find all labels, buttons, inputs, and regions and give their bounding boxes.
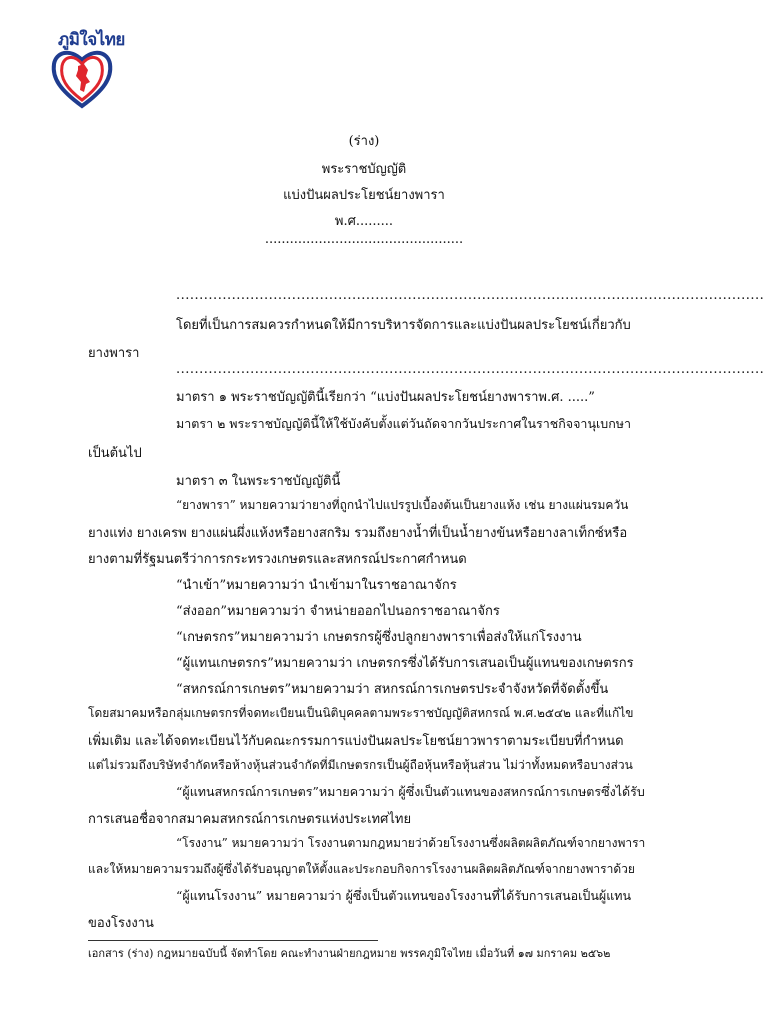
- definition-line: และให้หมายความรวมถึงผู้ซึ่งได้รับอนุญาตให้ตั้งและประกอบกิจการโรงงานผลิตผลิตภัณฑ์จากยางพาราด้วย: [88, 862, 635, 876]
- definition-line: ยางแท่ง ยางเครพ ยางแผ่นผึ่งแห้งหรือยางสกริม รวมถึงยางน้ำที่เป็นน้ำยางข้นหรือยางลาเท็กซ์หรือ: [88, 526, 628, 541]
- definition-line: “ผู้แทนโรงงาน” หมายความว่า ผู้ซึ่งเป็นตัวแทนของโรงงานที่ได้รับการเสนอเป็นผู้แทน: [176, 888, 632, 903]
- dotted-line: ...............................................................................................................................: [176, 362, 764, 377]
- definition-line: “ผู้แทนเกษตรกร”หมายความว่า เกษตรกรซึ่งได้รับการเสนอเป็นผู้แทนของเกษตรกร: [176, 656, 634, 671]
- definition-line: “เกษตรกร”หมายความว่า เกษตรกรผู้ซึ่งปลูกยางพาราเพื่อส่งให้แก่โรงงาน: [176, 630, 582, 645]
- definition-line: โดยสมาคมหรือกลุ่มเกษตรกรที่จดทะเบียนเป็นนิติบุคคลตามพระราชบัญญัติสหกรณ์ พ.ศ.๒๕๔๒ และที่แก้ไข: [88, 706, 634, 720]
- logo-text: ภูมิใจไทย: [58, 30, 125, 50]
- draft-label: (ร่าง): [348, 134, 380, 149]
- definition-line: ยางตามที่รัฐมนตรีว่าการกระทรวงเกษตรและสหกรณ์ประกาศกำหนด: [88, 552, 467, 567]
- definition-line: “โรงงาน” หมายความว่า โรงงานตามกฎหมายว่าด้วยโรงงานซึ่งผลิตผลิตภัณฑ์จากยางพารา: [176, 836, 646, 850]
- footnote-rule: [88, 940, 378, 941]
- definition-line: “ยางพารา” หมายความว่ายางที่ถูกนำไปแปรรูปเบื้องต้นเป็นยางแห้ง เช่น ยางแผ่นรมควัน: [176, 498, 629, 512]
- section-2: มาตรา ๒ พระราชบัญญัตินี้ให้ใช้บังคับตั้งแต่วันถัดจากวันประกาศในราชกิจจานุเบกษา: [176, 416, 632, 431]
- title-dots: ................................................: [264, 232, 464, 247]
- act-name: แบ่งปันผลประโยชน์ยางพารา: [283, 188, 445, 203]
- party-logo: [28, 20, 128, 112]
- section-3: มาตรา ๓ ในพระราชบัญญัตินี้: [176, 474, 341, 489]
- footnote: เอกสาร (ร่าง) กฎหมายฉบับนี้ จัดทำโดย คณะทำงานฝ่ายกฎหมาย พรรคภูมิใจไทย เมื่อวันที่ ๑๗ มกราคม ๒๕๖๒: [88, 947, 611, 960]
- definition-line: “นำเข้า”หมายความว่า นำเข้ามาในราชอาณาจักร: [176, 578, 457, 593]
- dotted-line: ...............................................................................................................................: [176, 288, 764, 303]
- definition-line: การเสนอชื่อจากสมาคมสหกรณ์การเกษตรแห่งประเทศไทย: [88, 812, 412, 827]
- definition-line: “ผู้แทนสหกรณ์การเกษตร”หมายความว่า ผู้ซึ่งเป็นตัวแทนของสหกรณ์การเกษตรซึ่งได้รับ: [176, 784, 645, 799]
- definition-line: แต่ไม่รวมถึงบริษัทจำกัดหรือห้างหุ้นส่วนจำกัดที่มีเกษตรกรเป็นผู้ถือหุ้นหรือหุ้นส่วน ไม่ว่าทั้งหมดหรือบางส่วน: [88, 758, 633, 772]
- definition-line: เพิ่มเติม และได้จดทะเบียนไว้กับคณะกรรมการแบ่งปันผลประโยชน์ยาวพาราตามระเบียบที่กำหนด: [88, 734, 624, 749]
- preamble-line: ยางพารา: [88, 346, 140, 361]
- act-year: พ.ศ.........: [334, 214, 394, 229]
- definition-line: ของโรงงาน: [88, 916, 154, 931]
- act-title: พระราชบัญญัติ: [321, 162, 407, 177]
- section-1: มาตรา ๑ พระราชบัญญัตินี้เรียกว่า “แบ่งปันผลประโยชน์ยางพาราพ.ศ. .....”: [176, 390, 595, 405]
- definition-line: “สหกรณ์การเกษตร”หมายความว่า สหกรณ์การเกษตรประจำจังหวัดที่จัดตั้งขึ้น: [176, 682, 609, 697]
- definition-line: “ส่งออก”หมายความว่า จำหน่ายออกไปนอกราชอาณาจักร: [176, 604, 500, 619]
- preamble-line: โดยที่เป็นการสมควรกำหนดให้มีการบริหารจัดการและแบ่งปันผลประโยชน์เกี่ยวกับ: [176, 318, 631, 333]
- section-2-cont: เป็นต้นไป: [88, 446, 142, 461]
- heart-map-icon: [50, 44, 114, 110]
